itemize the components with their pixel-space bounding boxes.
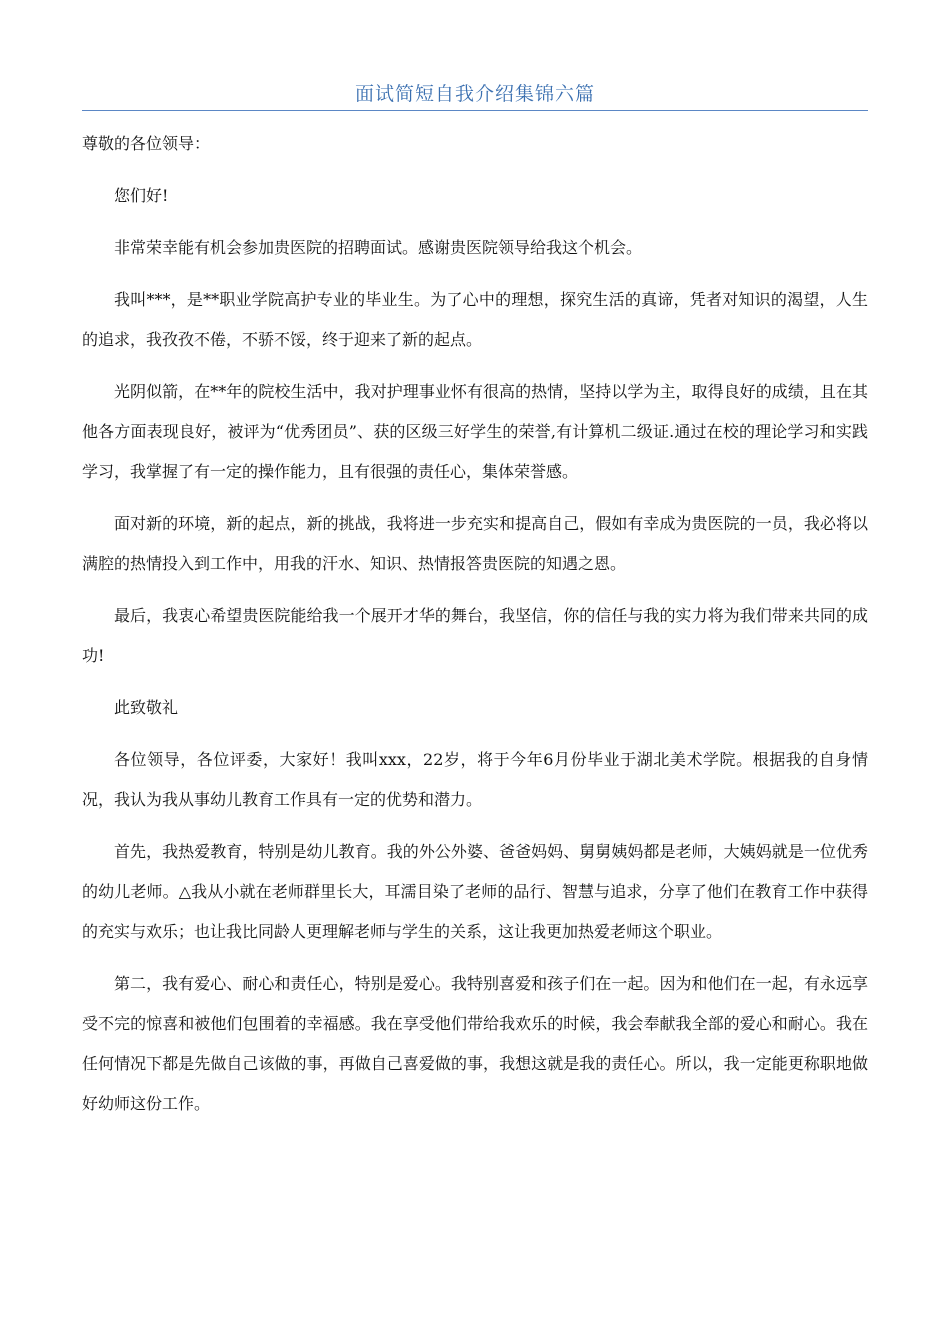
paragraph-greeting: 您们好! [114, 186, 169, 205]
title-divider [82, 110, 868, 111]
paragraph: 首先，我热爱教育，特别是幼儿教育。我的外公外婆、爸爸妈妈、舅舅姨妈都是老师，大姨妈就是一位优秀的幼儿老师。△我从小就在老师群里长大，耳濡目染了老师的品行、智慧与追求，分享了他们在教育工作中获得的充实与欢乐；也让我比同龄人更理解老师与学生的关系，这让我更加热爱老师这个职业。 [82, 842, 868, 941]
paragraph: 光阴似箭，在**年的院校生活中，我对护理事业怀有很高的热情，坚持以学为主，取得良好的成绩，且在其他各方面表现良好，被评为“优秀团员”、获的区级三好学生的荣誉,有计算机二级证.通过在校的理论学习和实践学习，我掌握了有一定的操作能力，且有很强的责任心，集体荣誉感。 [82, 382, 868, 481]
paragraph: 非常荣幸能有机会参加贵医院的招聘面试。感谢贵医院领导给我这个机会。 [114, 238, 643, 257]
paragraph: 面对新的环境，新的起点，新的挑战，我将进一步充实和提高自己，假如有幸成为贵医院的一员，我必将以满腔的热情投入到工作中，用我的汗水、知识、热情报答贵医院的知遇之恩。 [82, 514, 868, 573]
document-title: 面试简短自我介绍集锦六篇 [354, 83, 595, 105]
document-body [82, 124, 868, 1136]
paragraph: 我叫***，是**职业学院高护专业的毕业生。为了心中的理想，探究生活的真谛，凭者对知识的渴望，人生的追求，我孜孜不倦，不骄不馁，终于迎来了新的起点。 [82, 290, 868, 349]
paragraph: 最后，我衷心希望贵医院能给我一个展开才华的舞台，我坚信，你的信任与我的实力将为我们带来共同的成功! [82, 606, 868, 665]
paragraph: 第二，我有爱心、耐心和责任心，特别是爱心。我特别喜爱和孩子们在一起。因为和他们在一起，有永远享受不完的惊喜和被他们包围着的幸福感。我在享受他们带给我欢乐的时候，我会奉献我全部的爱心和耐心。我在任何情况下都是先做自己该做的事，再做自己喜爱做的事，我想这就是我的责任心。所以，我一定能更称职地做好幼师这份工作。 [82, 974, 868, 1113]
paragraph-salutation: 尊敬的各位领导： [82, 134, 211, 153]
paragraph: 各位领导，各位评委，大家好！我叫xxx，22岁，将于今年6月份毕业于湖北美术学院。根据我的自身情况，我认为我从事幼儿教育工作具有一定的优势和潜力。 [82, 750, 868, 809]
paragraph-closing: 此致敬礼 [114, 698, 179, 717]
